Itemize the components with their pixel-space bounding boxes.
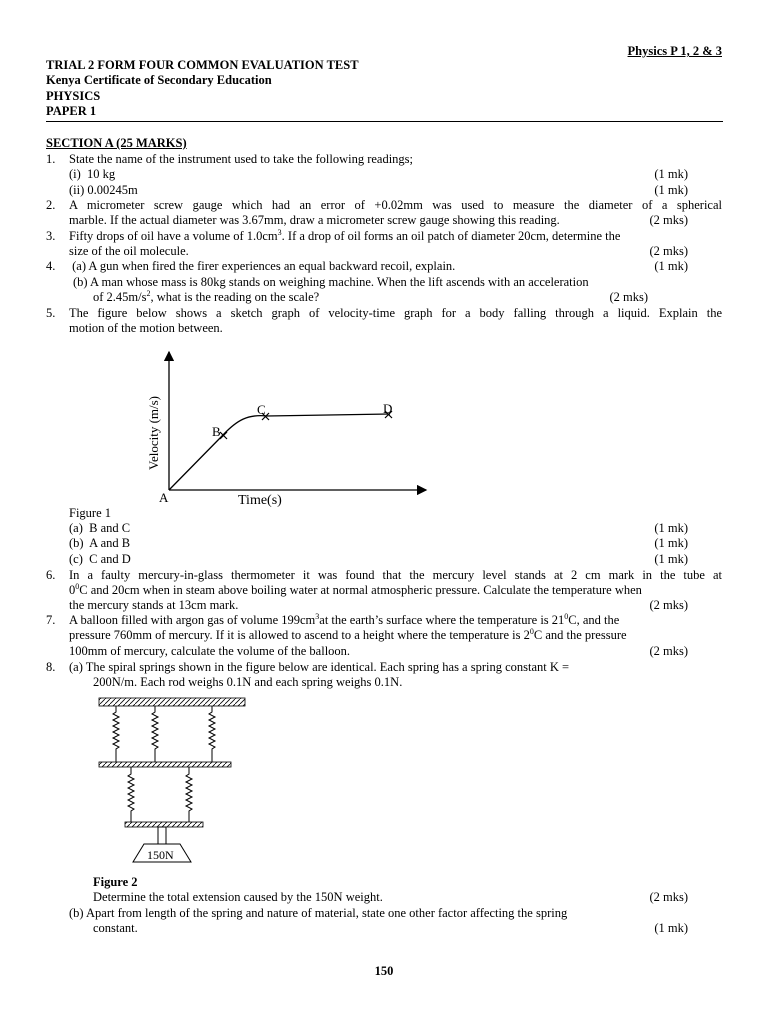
marks-label: (2 mks) xyxy=(649,244,688,258)
question-part: (a) A gun when fired the firer experiences an equal backward recoil, explain. xyxy=(69,259,456,273)
question-number: 2. xyxy=(46,198,56,212)
marks-label: (2 mks) xyxy=(649,213,688,227)
lower-rod xyxy=(125,822,203,827)
marks-label: (1 mk) xyxy=(654,536,688,550)
question-text: In a faulty mercury-in-glass thermometer it was found that the mercury level stands at 2 cm mark in the tube at xyxy=(69,568,722,582)
question-number: 5. xyxy=(46,306,56,320)
section-title: SECTION A (25 MARKS) xyxy=(46,136,187,150)
point-b-label: B xyxy=(212,424,221,439)
question-number: 1. xyxy=(46,152,56,166)
paper-title: PAPER 1 xyxy=(46,104,97,118)
marks-label: (2 mks) xyxy=(649,598,688,612)
figure-caption: Figure 1 xyxy=(69,506,112,520)
question-text: A micrometer screw gauge which had an error of +0.02mm was used to measure the diameter of a spherical xyxy=(69,198,722,212)
marks-label: (1 mk) xyxy=(654,521,688,535)
spring-system-diagram xyxy=(95,694,250,866)
marks-label: (1 mk) xyxy=(654,552,688,566)
lower-springs xyxy=(128,767,192,822)
question-text: The figure below shows a sketch graph of velocity-time graph for a body falling through a liquid. Explain the xyxy=(69,306,722,320)
x-axis-label: Time(s) xyxy=(238,493,282,508)
question-text: $0^0C$ and 20cm when in steam above boiling water at normal atmospheric pressure. Calculate the temperature when xyxy=(69,581,642,597)
question-part: (b) A man whose mass is 80kg stands on weighing machine. When the lift ascends with an acceleration xyxy=(73,275,589,289)
question-part: (b) Apart from length of the spring and nature of material, state one other factor affecting the spring xyxy=(69,906,568,920)
question-number: 3. xyxy=(46,229,56,243)
header-divider xyxy=(46,121,723,122)
question-text: size of the oil molecule. xyxy=(69,244,189,258)
y-axis-label: Velocity (m/s) xyxy=(146,395,161,470)
question-part: (a) The spiral springs shown in the figure below are identical. Each spring has a spring constant K = xyxy=(69,660,570,674)
ceiling-support xyxy=(99,698,245,706)
point-d-label: D xyxy=(383,401,393,416)
subject-reference: Physics P 1, 2 & 3 xyxy=(627,44,722,58)
question-text: motion of the motion between. xyxy=(69,321,223,335)
velocity-curve xyxy=(169,414,390,490)
question-text: of $2.45m/s^2$, what is the reading on the scale? xyxy=(93,288,320,304)
marks-label: (2 mks) xyxy=(609,290,648,304)
hanger xyxy=(158,827,166,844)
question-text: marble. If the actual diameter was 3.67mm, draw a micrometer screw gauge showing this reading. xyxy=(69,213,560,227)
marks-label: (1 mk) xyxy=(654,259,688,273)
question-text: constant. xyxy=(93,921,138,935)
question-part: (ii) 0.00245m xyxy=(69,183,138,197)
question-text: Fifty drops of oil have a volume of $1.0cm^3$. If a drop of oil forms an oil patch of diameter 20cm, determine the xyxy=(69,227,621,243)
marks-label: (2 mks) xyxy=(649,890,688,904)
question-text: Determine the total extension caused by the 150N weight. xyxy=(93,890,383,904)
marks-label: (1 mk) xyxy=(654,183,688,197)
question-part: (i) 10 kg xyxy=(69,167,116,181)
question-number: 7. xyxy=(46,613,56,627)
question-text: A balloon filled with argon gas of volume $199cm^3at$ the earth’s surface where the temperature is $21^0C$, and the xyxy=(69,611,620,627)
upper-springs xyxy=(113,706,215,762)
question-number: 6. xyxy=(46,568,56,582)
figure-caption: Figure 2 xyxy=(93,875,138,889)
page-number: 150 xyxy=(374,964,394,978)
question-number: 4. xyxy=(46,259,56,273)
exam-board: Kenya Certificate of Secondary Education xyxy=(46,73,272,87)
question-text: 200N/m. Each rod weighs 0.1N and each spring weighs 0.1N. xyxy=(93,675,403,689)
marks-label: (2 mks) xyxy=(649,644,688,658)
point-c-label: C xyxy=(257,402,266,417)
marks-label: (1 mk) xyxy=(654,921,688,935)
question-text: pressure 760mm of mercury. If it is allowed to ascend to a height where the temperature is $2^0C$ and the pressure xyxy=(69,626,627,642)
upper-rod xyxy=(99,762,231,767)
weight-label: 150N xyxy=(147,848,174,862)
question-part: (c) C and D xyxy=(69,552,131,566)
question-part: (b) A and B xyxy=(69,536,131,550)
question-text: the mercury stands at 13cm mark. xyxy=(69,598,239,612)
point-a-label: A xyxy=(159,490,169,505)
marks-label: (1 mk) xyxy=(654,167,688,181)
subject-title: PHYSICS xyxy=(46,89,101,103)
exam-title: TRIAL 2 FORM FOUR COMMON EVALUATION TEST xyxy=(46,58,359,72)
question-part: (a) B and C xyxy=(69,521,131,535)
question-number: 8. xyxy=(46,660,56,674)
velocity-time-graph xyxy=(130,340,440,510)
question-text: 100mm of mercury, calculate the volume of the balloon. xyxy=(69,644,351,658)
question-text: State the name of the instrument used to take the following readings; xyxy=(69,152,414,166)
